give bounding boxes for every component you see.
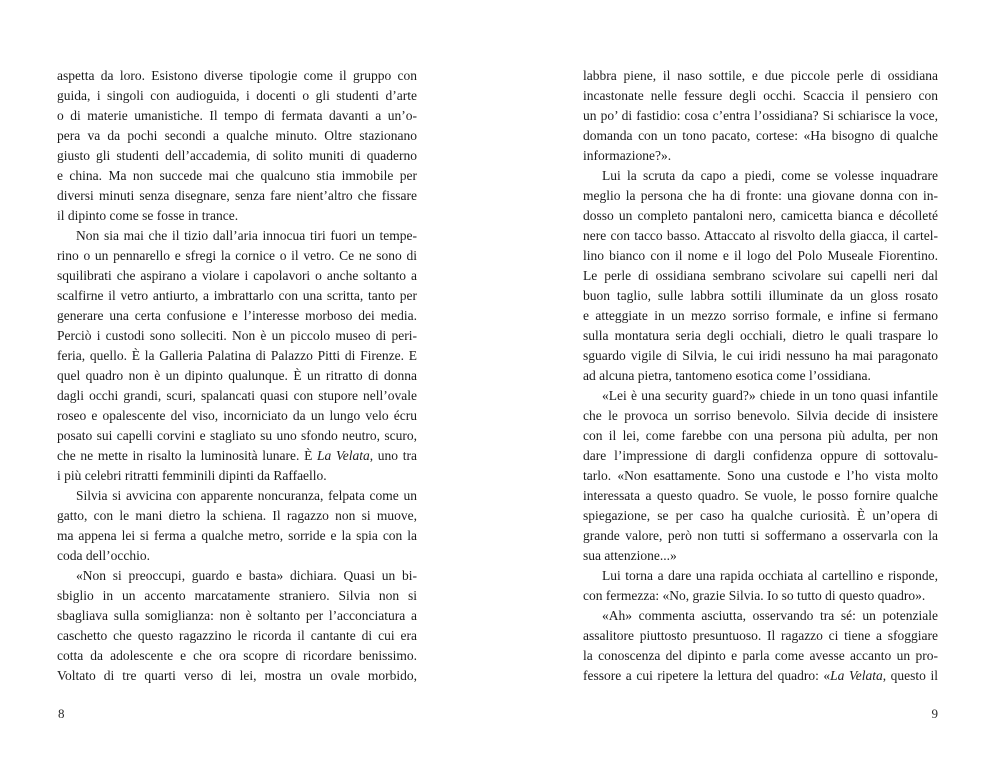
text-line: sulla montatura seria degli occhiali, dietro le quali traspare lo	[583, 328, 938, 343]
text-line: «Ah» commenta asciutta, osservando tra sé: un potenziale	[602, 608, 938, 623]
text-line: Perciò i custodi sono solleciti. Non è un piccolo museo di peri-	[57, 328, 417, 343]
text-line: «Non si preoccupi, guardo e basta» dichiara. Quasi un bi-	[76, 568, 417, 583]
text-line: scalfirne il vetro antiurto, a imbrattarlo con una scritta, tanto per	[57, 288, 417, 303]
text-line: i più celebri ritratti femminili dipinti da Raffaello.	[57, 468, 327, 483]
text-line: incastonate nelle fessure degli occhi. Scaccia il pensiero con	[583, 88, 938, 103]
text-line: interessata a questo quadro. Se vuole, le posso fornire qualche	[583, 488, 938, 503]
text-line: tarlo. «Non esattamente. Sono una custode e l’ho vista molto	[583, 468, 938, 483]
text-line: diversi minuti senza disegnare, senza fare nient’altro che fissare	[57, 188, 417, 203]
text-line: ma appena lei si ferma a qualche metro, sorride e la spia con la	[57, 528, 417, 543]
text-line: e china. Ma non succede mai che qualcuno stia immobile per	[57, 168, 417, 183]
text-line: generare una certa confusione e l’interesse morboso dei media.	[57, 308, 417, 323]
text-line: spiegazione, se per caso ha qualche curiosità. È un’opera di	[583, 508, 938, 523]
text-line: rino o un pennarello e sfregi la cornice o il vetro. Ce ne sono di	[57, 248, 417, 263]
text-line: fessore a cui ripetere la lettura del quadro: «La Velata, questo il	[583, 668, 938, 683]
text-line: «Lei è una security guard?» chiede in un tono quasi infantile	[602, 388, 938, 403]
text-line: lino bianco con il nome e il logo del Polo Museale Fiorentino.	[583, 248, 938, 263]
text-line: meglio la persona che ha di fronte: una giovane donna con in-	[583, 188, 938, 203]
text-line: feria, quello. È la Galleria Palatina di Palazzo Pitti di Firenze. E	[57, 348, 417, 363]
text-line: un po’ di fastidio: cosa c’entra l’ossidiana? Si schiarisce la voce,	[583, 108, 938, 123]
text-line: caschetto che questo ragazzino le ricorda il cantante di cui era	[57, 628, 417, 643]
text-line: e atteggiate in un mezzo sorriso formale, e infine si fermano	[583, 308, 938, 323]
text-line: domanda con un tono pacato, cortese: «Ha bisogno di qualche	[583, 128, 938, 143]
text-line: grande valore, però non tutti si soffermano a osservarla con la	[583, 528, 938, 543]
text-line: dosso un completo pantaloni nero, camicetta bianca e décolleté	[583, 208, 938, 223]
page-right-text	[583, 66, 938, 686]
text-line: coda dell’occhio.	[57, 548, 150, 563]
text-line: aspetta da loro. Esistono diverse tipologie come il gruppo con	[57, 68, 417, 83]
text-line: Non sia mai che il tizio dall’aria innocua tiri fuori un tempe-	[76, 228, 417, 243]
text-line: giusto gli studenti dell’accademia, di solito muniti di quaderno	[57, 148, 417, 163]
text-line: Lui la scruta da capo a piedi, come se volesse inquadrare	[602, 168, 938, 183]
text-line: sbiglio in un accento marcatamente straniero. Silvia non si	[57, 588, 417, 603]
text-line: squilibrati che aspirano a violare i capolavori o anche soltanto a	[57, 268, 417, 283]
text-line: gatto, con le mani dietro la schiena. Il ragazzo non si muove,	[57, 508, 417, 523]
text-line: assalitore piuttosto presuntuoso. Il ragazzo ci tiene a sfoggiare	[583, 628, 938, 643]
page-number-right: 9	[931, 706, 938, 721]
text-line: Voltato di tre quarti verso di lei, mostra un ovale morbido,	[57, 668, 417, 683]
text-line: roseo e opalescente del viso, incorniciato da un lungo velo écru	[57, 408, 417, 423]
text-line: posato sui capelli corvini e stagliato su uno sfondo neutro, scuro,	[57, 428, 417, 443]
text-line: Silvia si avvicina con apparente noncuranza, felpata come un	[76, 488, 417, 503]
text-line: Le perle di ossidiana sembrano scivolare sui capelli neri dal	[583, 268, 938, 283]
text-line: con fermezza: «No, grazie Silvia. Io so tutto di questo quadro».	[583, 588, 926, 603]
text-line: dare l’impressione di dargli confidenza oppure di sottovalu-	[583, 448, 938, 463]
page-number-left: 8	[58, 706, 65, 721]
text-line: buon taglio, sulle labbra sottili illuminate da un gloss rosato	[583, 288, 938, 303]
text-line: quel quadro non è un dipinto qualunque. È un ritratto di donna	[57, 368, 417, 383]
text-line: pera va da pochi secondi a qualche minuto. Oltre stazionano	[57, 128, 417, 143]
text-line: cotta da adolescente e che ora scopre di ricordare benissimo.	[57, 648, 417, 663]
text-line: Lui torna a dare una rapida occhiata al cartellino e risponde,	[602, 568, 938, 583]
text-line: con il lei, come farebbe con una persona più adulta, per non	[583, 428, 938, 443]
text-line: il dipinto come se fosse in trance.	[57, 208, 239, 223]
text-line: guida, i singoli con audioguida, i docenti o gli studenti d’arte	[57, 88, 417, 103]
text-line: o di materie umanistiche. Il tempo di fermata davanti a un’o-	[57, 108, 417, 123]
text-line: sbagliava sulla somiglianza: non è soltanto per l’acconciatura a	[57, 608, 417, 623]
text-line: che ne mette in risalto la luminosità lunare. È La Velata, uno tra	[57, 448, 417, 463]
text-line: dagli occhi grandi, scuri, spalancati quasi con stupore nell’ovale	[57, 388, 417, 403]
page-left-text	[57, 66, 417, 686]
text-line: che le provoca un sorriso benevolo. Silvia decide di insistere	[583, 408, 938, 423]
text-line: la conoscenza del dipinto e parla come avesse accanto un pro-	[583, 648, 938, 663]
text-line: labbra piene, il naso sottile, e due piccole perle di ossidiana	[583, 68, 938, 83]
text-line: ad alcuna pietra, tantomeno esotica come l’ossidiana.	[583, 368, 871, 383]
text-line: nere con tacco basso. Attaccato al risvolto della giacca, il cartel-	[583, 228, 938, 243]
text-line: sguardo vigile di Silvia, le cui iridi nessuno ha mai paragonato	[583, 348, 938, 363]
text-line: informazione?».	[583, 148, 672, 163]
text-line: sua attenzione...»	[583, 548, 677, 563]
